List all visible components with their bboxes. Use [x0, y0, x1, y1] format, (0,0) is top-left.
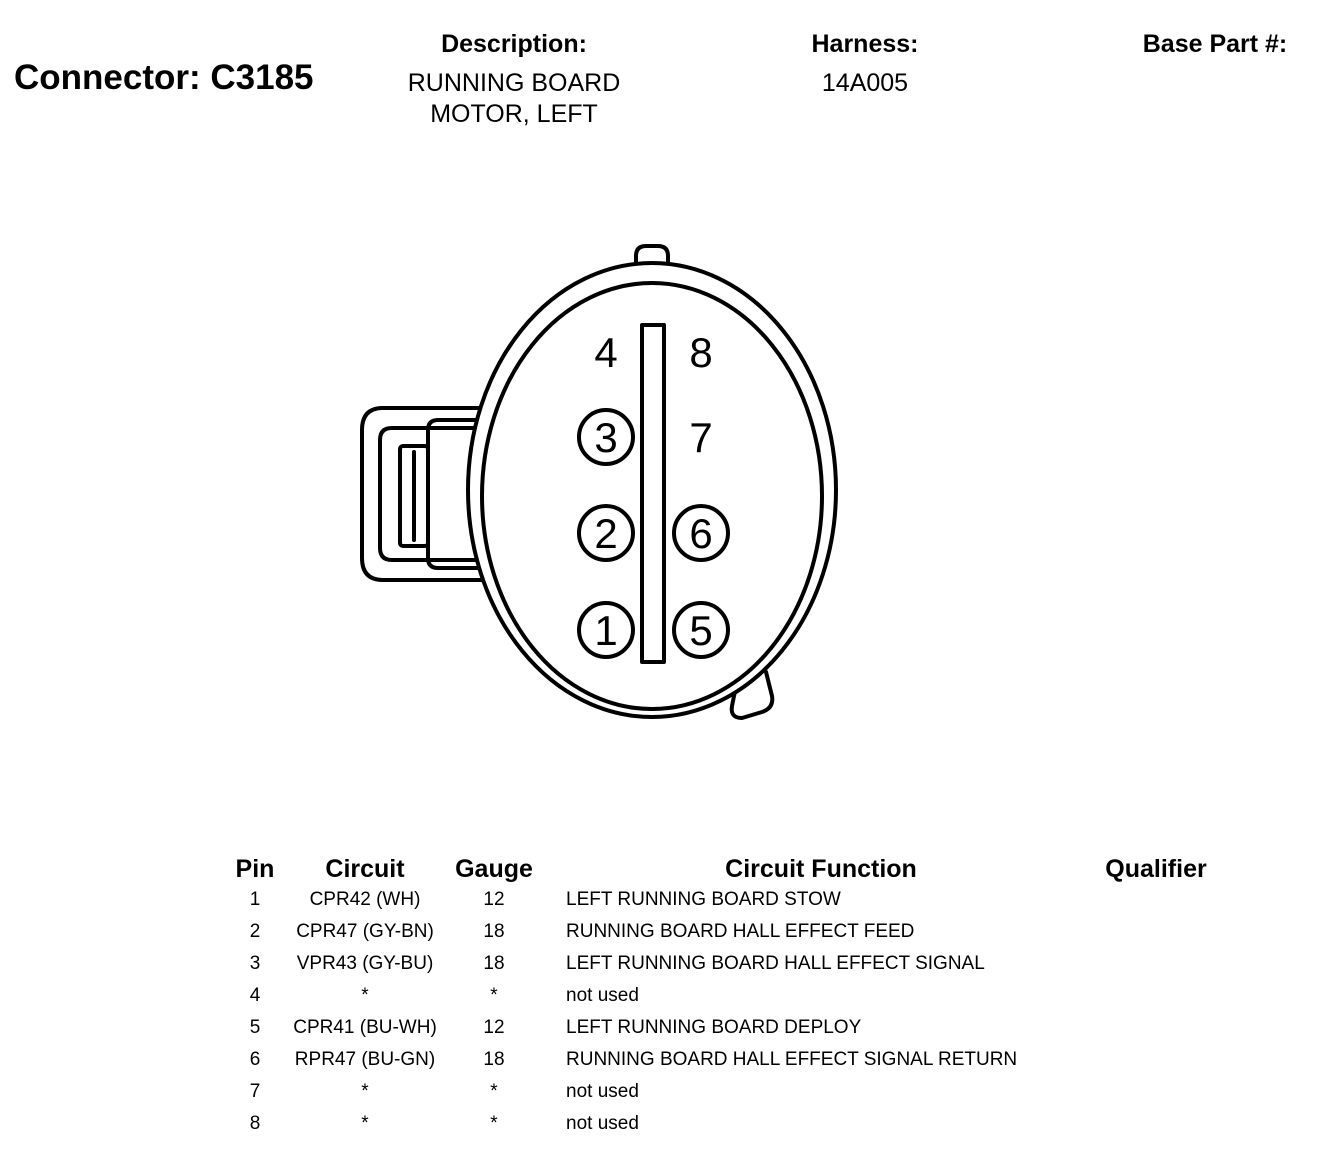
cell-qualifier [1096, 916, 1216, 948]
pin-label-6: 6 [689, 510, 713, 557]
cell-function: RUNNING BOARD HALL EFFECT FEED [566, 921, 915, 942]
cell-pin: 5 [249, 1017, 261, 1038]
cell-gauge: 18 [483, 921, 505, 942]
connector-outer-shell [468, 263, 836, 717]
cell-gauge: * [490, 1081, 498, 1102]
header-function: Circuit Function [725, 855, 917, 883]
pin-label-7: 7 [689, 414, 713, 461]
cell-qualifier [1096, 980, 1216, 1012]
pin-label-2: 2 [594, 510, 618, 557]
cell-function: LEFT RUNNING BOARD DEPLOY [566, 1017, 862, 1038]
cell-function: LEFT RUNNING BOARD STOW [566, 889, 841, 910]
cell-circuit: CPR41 (BU-WH) [293, 1017, 437, 1038]
header-gauge: Gauge [455, 855, 533, 883]
cell-function: not used [566, 1081, 639, 1102]
cell-gauge: * [490, 1113, 498, 1134]
table-row [222, 1044, 1216, 1076]
table-row [222, 1076, 1216, 1108]
cell-qualifier [1096, 948, 1216, 980]
cell-gauge: 12 [483, 889, 505, 910]
cell-pin: 2 [249, 921, 261, 942]
table-header-row [222, 850, 1216, 884]
cell-circuit: RPR47 (BU-GN) [294, 1049, 436, 1070]
cell-pin: 7 [249, 1081, 261, 1102]
table-row [222, 980, 1216, 1012]
table-row [222, 1012, 1216, 1044]
header-circuit: Circuit [325, 855, 405, 883]
pin-label-4: 4 [594, 329, 618, 376]
header-pin: Pin [235, 855, 275, 883]
cell-qualifier [1096, 1012, 1216, 1044]
table-row [222, 884, 1216, 916]
table-row [222, 916, 1216, 948]
cell-circuit: VPR43 (GY-BU) [296, 953, 434, 974]
base-part-label: Base Part #: [1142, 30, 1288, 58]
cell-gauge: * [490, 985, 498, 1006]
cell-pin: 8 [249, 1113, 261, 1134]
cell-circuit: CPR42 (WH) [309, 889, 421, 910]
cell-qualifier [1096, 1076, 1216, 1108]
cell-gauge: 18 [483, 953, 505, 974]
pinout-table [222, 850, 1216, 1140]
pin-label-3: 3 [594, 414, 618, 461]
cell-circuit: * [361, 1081, 369, 1102]
cell-qualifier [1096, 1044, 1216, 1076]
table-row [222, 1108, 1216, 1140]
cell-function: not used [566, 1113, 639, 1134]
cell-function: RUNNING BOARD HALL EFFECT SIGNAL RETURN [566, 1049, 1018, 1070]
cell-pin: 3 [249, 953, 261, 974]
cell-pin: 6 [249, 1049, 261, 1070]
cell-circuit: * [361, 985, 369, 1006]
table-row [222, 948, 1216, 980]
cell-pin: 1 [249, 889, 261, 910]
description-line-2: MOTOR, LEFT [430, 100, 598, 128]
cell-qualifier [1096, 1108, 1216, 1140]
cell-function: LEFT RUNNING BOARD HALL EFFECT SIGNAL [566, 953, 985, 974]
description-line-1: RUNNING BOARD [407, 69, 621, 97]
cell-circuit: CPR47 (GY-BN) [296, 921, 434, 942]
pin-label-1: 1 [594, 607, 618, 654]
cell-gauge: 18 [483, 1049, 505, 1070]
pin-label-5: 5 [689, 607, 713, 654]
connector-title: Connector: C3185 [14, 58, 314, 97]
header-qualifier: Qualifier [1105, 855, 1207, 883]
cell-pin: 4 [249, 985, 261, 1006]
cell-qualifier [1096, 884, 1216, 916]
description-label: Description: [441, 30, 587, 58]
harness-value: 14A005 [821, 69, 909, 97]
cell-function: not used [566, 985, 639, 1006]
pin-label-8: 8 [689, 329, 713, 376]
cell-gauge: 12 [483, 1017, 505, 1038]
cell-circuit: * [361, 1113, 369, 1134]
harness-label: Harness: [811, 30, 919, 58]
